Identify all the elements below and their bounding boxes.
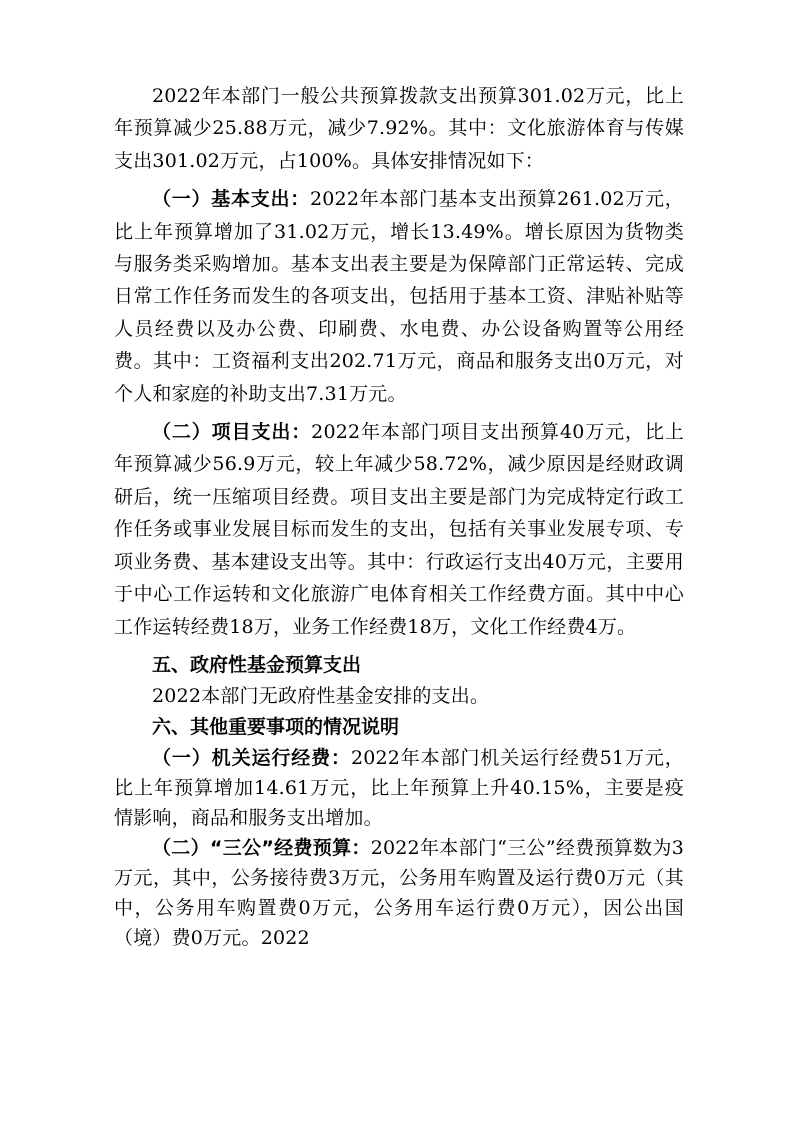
three-public-expense-text: 2022年本部门“三公”经费预算数为3万元，其中，公务接待费3万元，公务用车购置及运行费0万元（其中，公务用车购置费0万元，公务用车运行费0万元），因公出国（境）费0万元。2022 bbox=[114, 836, 684, 949]
project-expenditure-paragraph bbox=[114, 416, 684, 643]
three-public-expense-heading: （二）“三公”经费预算： bbox=[152, 836, 371, 859]
three-public-expense-paragraph bbox=[114, 833, 684, 953]
section-five-title: 五、政府性基金预算支出 bbox=[152, 653, 362, 676]
section-five-text: 2022本部门无政府性基金安排的支出。 bbox=[152, 684, 490, 707]
office-expense-paragraph bbox=[114, 743, 684, 833]
office-expense-text: 2022年本部门机关运行经费51万元，比上年预算增加14.61万元，比上年预算上升40.15%，主要是疫情影响，商品和服务支出增加。 bbox=[114, 746, 684, 829]
project-expenditure-text: 2022年本部门项目支出预算40万元，比上年预算减少56.9万元，较上年减少58.72%，减少原因是经财政调研后，统一压缩项目经费。项目支出主要是部门为完成特定行政工作任务或事业发展目标而发生的支出，包括有关事业发展专项、专项业务费、基本建设支出等。其中：行政运行支出40万元，主要用于中心工作运转和文化旅游广电体育相关工作经费方面。其中中心工作运转经费18万，业务工作经费18万，文化工作经费4万。 bbox=[114, 421, 684, 638]
office-expense-heading: （一）机关运行经费： bbox=[152, 746, 351, 769]
intro-text: 2022年本部门一般公共预算拨款支出预算301.02万元，比上年预算减少25.88万元，减少7.92%。其中：文化旅游体育与传媒支出301.02万元，占100%。具体安排情况如下： bbox=[114, 85, 684, 172]
basic-expenditure-paragraph bbox=[114, 183, 684, 410]
basic-expenditure-text: 2022年本部门基本支出预算261.02万元，比上年预算增加了31.02万元，增长13.49%。增长原因为货物类与服务类采购增加。基本支出表主要是为保障部门正常运转、完成日常工作任务而发生的各项支出，包括用于基本工资、津贴补贴等人员经费以及办公费、印刷费、水电费、办公设备购置等公用经费。其中：工资福利支出202.71万元，商品和服务支出0万元，对个人和家庭的补助支出7.31万元。 bbox=[114, 188, 684, 405]
intro-paragraph bbox=[114, 80, 684, 177]
project-expenditure-heading: （二）项目支出： bbox=[152, 421, 312, 444]
basic-expenditure-heading: （一）基本支出： bbox=[152, 188, 310, 211]
document-page bbox=[114, 80, 684, 953]
section-six-title: 六、其他重要事项的情况说明 bbox=[152, 715, 400, 738]
